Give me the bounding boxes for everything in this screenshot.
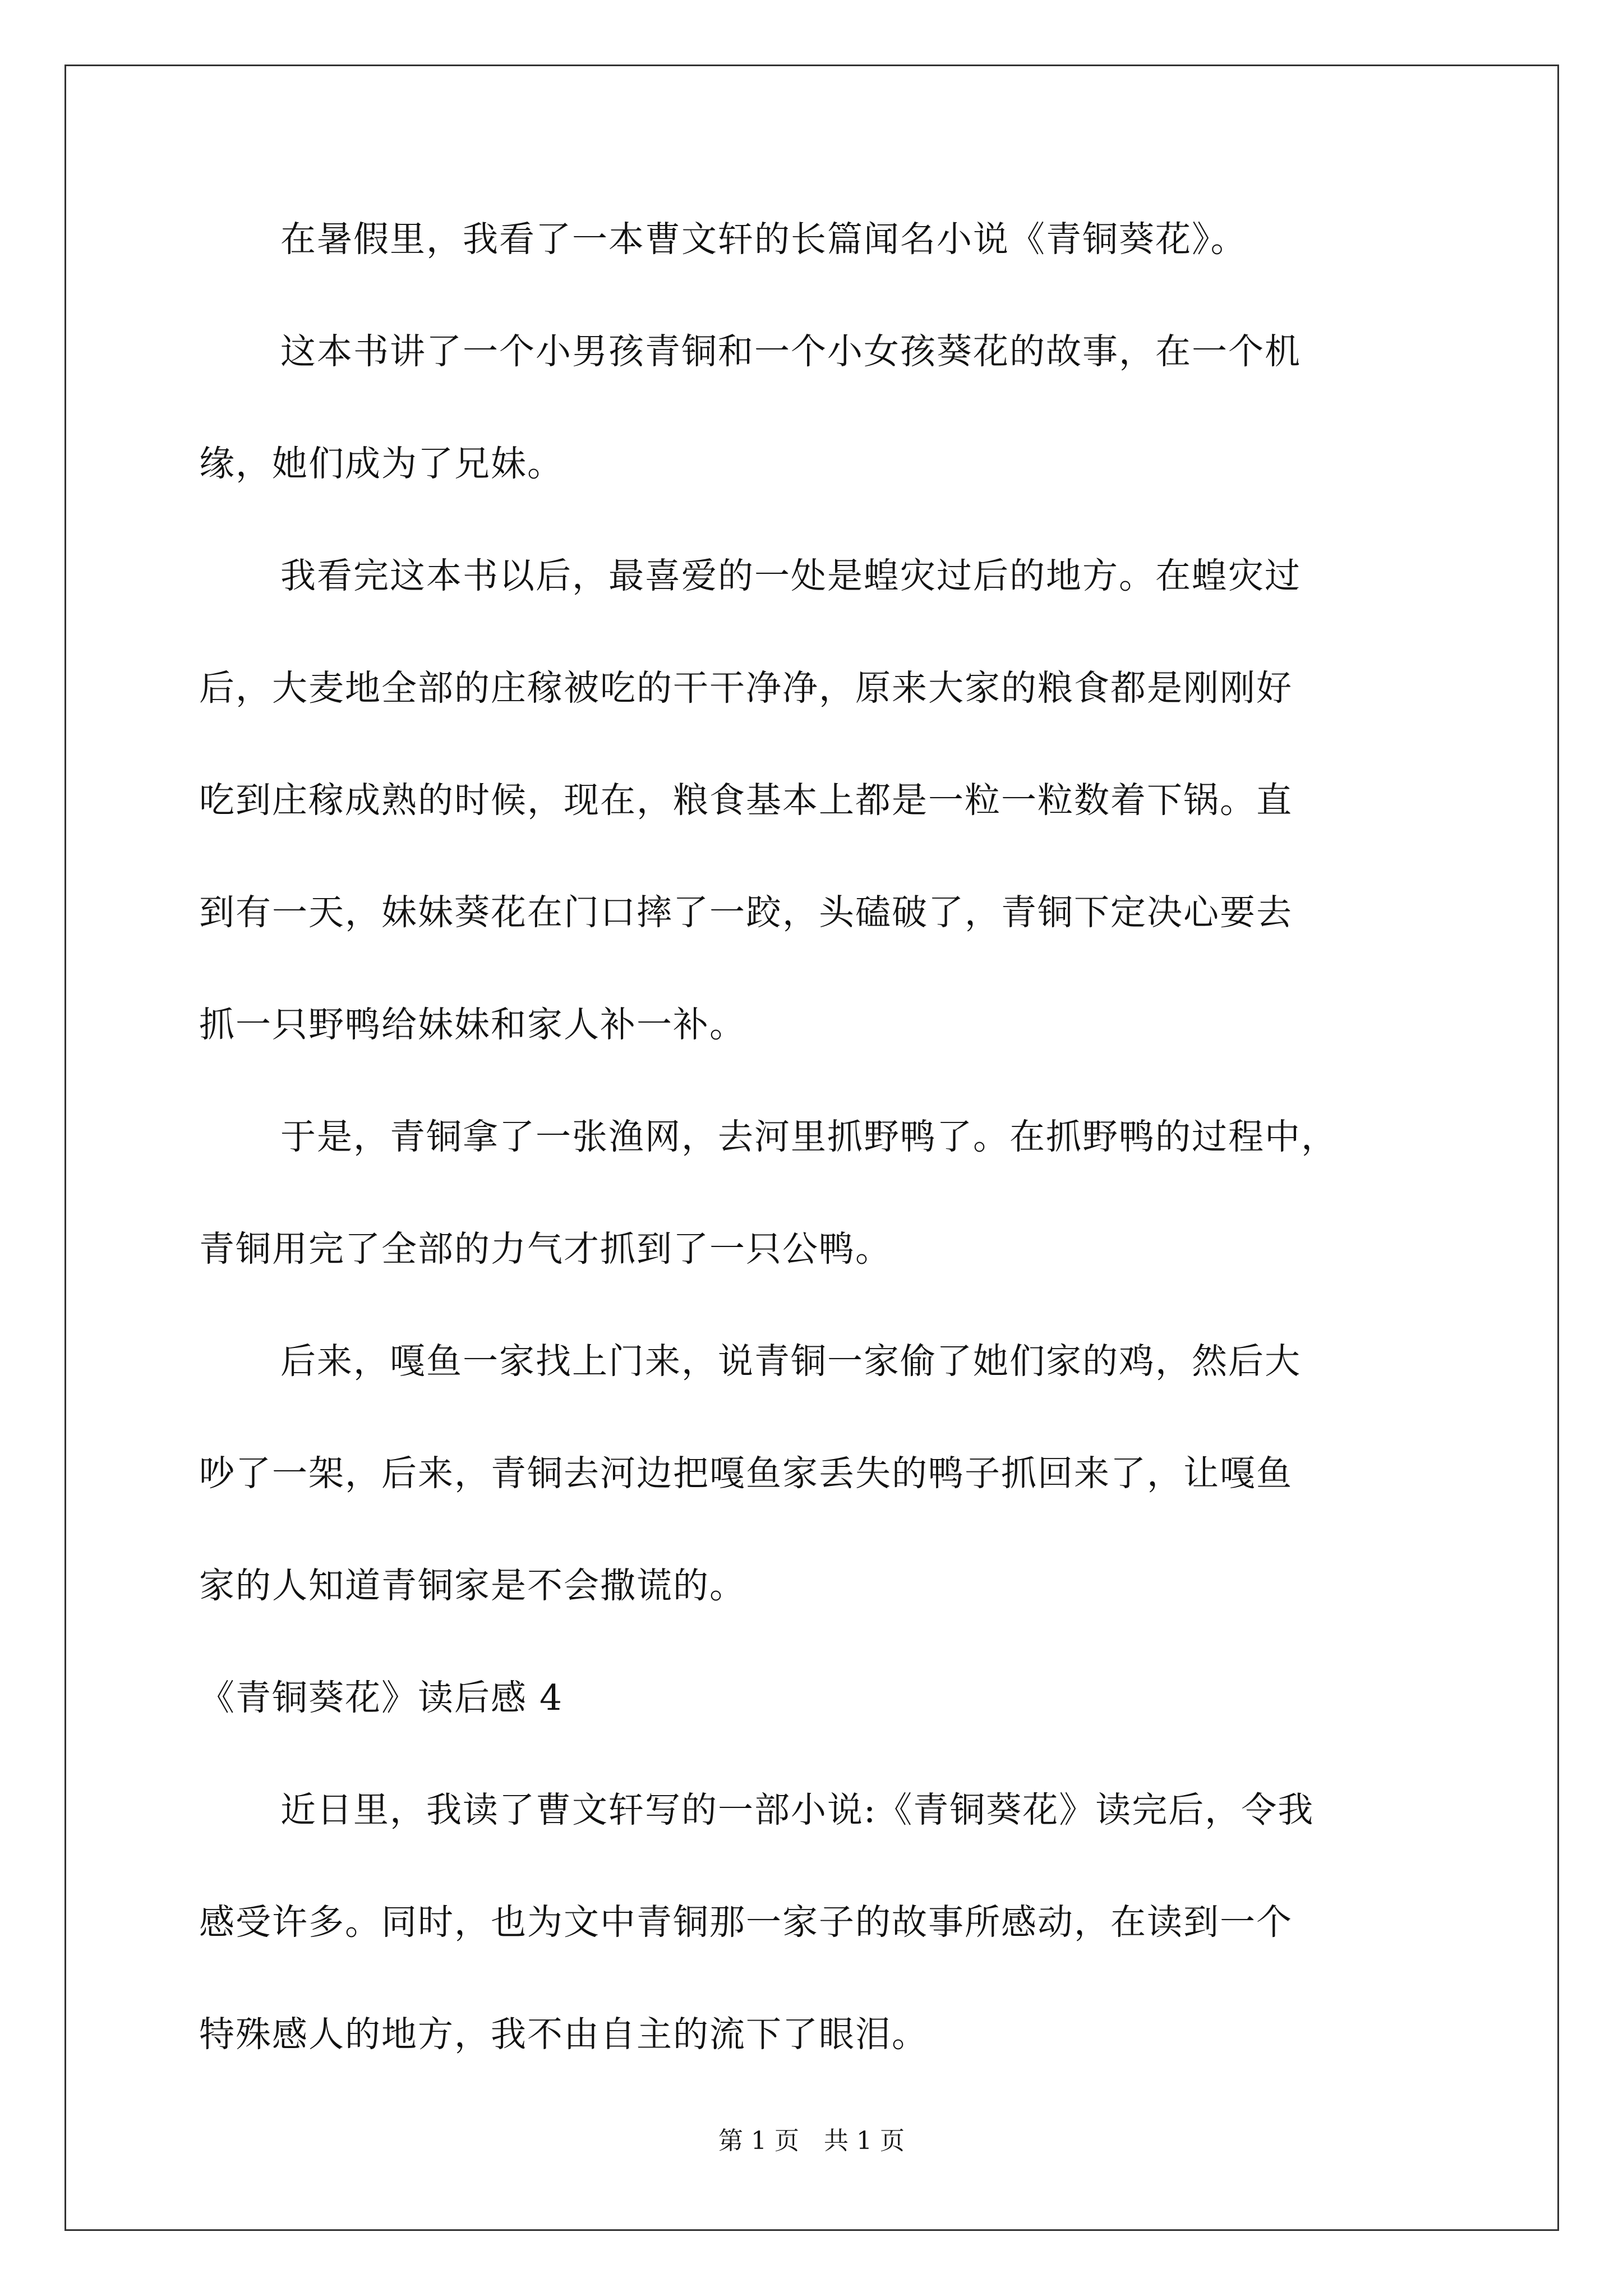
paragraph-line: 后来，嘎鱼一家找上门来，说青铜一家偷了她们家的鸡，然后大 <box>280 1341 1301 1382</box>
paragraph-line: 家的人知道青铜家是不会撒谎的。 <box>199 1565 746 1606</box>
paragraph-line: 在暑假里，我看了一本曹文轩的长篇闻名小说《青铜葵花》。 <box>280 219 1247 260</box>
page-total: 共 1 页 <box>824 2127 905 2155</box>
paragraph-line: 吃到庄稼成熟的时候，现在，粮食基本上都是一粒一粒数着下锅。直 <box>199 780 1293 821</box>
page-footer <box>0 2129 1623 2154</box>
paragraph-line: 感受许多。同时，也为文中青铜那一家子的故事所感动，在读到一个 <box>199 1902 1293 1943</box>
paragraph-line: 于是，青铜拿了一张渔网，去河里抓野鸭了。在抓野鸭的过程中， <box>280 1116 1338 1157</box>
document-body <box>199 219 1422 2129</box>
paragraph-line: 抓一只野鸭给妹妹和家人补一补。 <box>199 1004 746 1045</box>
paragraph-line: 特殊感人的地方，我不由自主的流下了眼泪。 <box>199 2014 928 2055</box>
paragraph-line: 我看完这本书以后，最喜爱的一处是蝗灾过后的地方。在蝗灾过 <box>280 555 1301 596</box>
paragraph-line: 吵了一架，后来，青铜去河边把嘎鱼家丢失的鸭子抓回来了，让嘎鱼 <box>199 1453 1293 1494</box>
paragraph-line: 这本书讲了一个小男孩青铜和一个小女孩葵花的故事，在一个机 <box>280 331 1301 372</box>
paragraph-line: 缘，她们成为了兄妹。 <box>199 443 564 484</box>
paragraph-line: 到有一天，妹妹葵花在门口摔了一跤，头磕破了，青铜下定决心要去 <box>199 892 1293 933</box>
page-number: 第 1 页 <box>718 2127 799 2155</box>
paragraph-line: 后，大麦地全部的庄稼被吃的干干净净，原来大家的粮食都是刚刚好 <box>199 668 1293 708</box>
paragraph-line: 近日里，我读了曹文轩写的一部小说:《青铜葵花》读完后，令我 <box>280 1789 1315 1830</box>
section-heading: 《青铜葵花》读后感 4 <box>199 1677 564 1718</box>
paragraph-line: 青铜用完了全部的力气才抓到了一只公鸭。 <box>199 1228 892 1269</box>
